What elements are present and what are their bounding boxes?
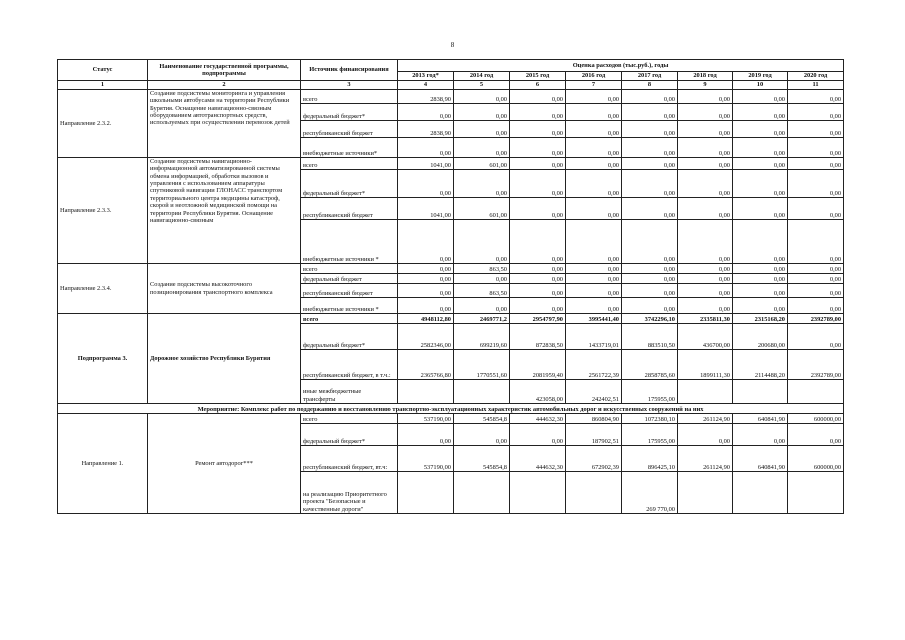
amount-cell: 2469771,2 — [454, 314, 510, 324]
amount-cell: 0,00 — [733, 424, 788, 446]
amount-cell: 2838,90 — [398, 90, 454, 104]
amount-cell: 0,00 — [566, 170, 622, 198]
amount-cell: 269 770,00 — [622, 472, 678, 514]
funding-source: федеральный бюджет* — [301, 170, 398, 198]
amount-cell: 0,00 — [733, 121, 788, 138]
amount-cell: 2081959,40 — [510, 350, 566, 380]
funding-source: республиканский бюджет, в т.ч.: — [301, 350, 398, 380]
funding-source: всего — [301, 158, 398, 170]
amount-cell: 0,00 — [398, 138, 454, 158]
amount-cell: 0,00 — [788, 424, 844, 446]
amount-cell: 0,00 — [566, 264, 622, 274]
amount-cell: 2838,90 — [398, 121, 454, 138]
amount-cell: 0,00 — [398, 264, 454, 274]
amount-cell: 640841,90 — [733, 414, 788, 424]
amount-cell: 2858785,60 — [622, 350, 678, 380]
amount-cell: 1770551,60 — [454, 350, 510, 380]
amount-cell — [454, 472, 510, 514]
amount-cell: 2392789,00 — [788, 314, 844, 324]
amount-cell — [678, 380, 733, 404]
amount-cell: 672902,39 — [566, 446, 622, 472]
amount-cell: 0,00 — [678, 298, 733, 314]
amount-cell: 0,00 — [788, 298, 844, 314]
amount-cell: 0,00 — [398, 424, 454, 446]
amount-cell: 0,00 — [678, 138, 733, 158]
amount-cell: 699219,60 — [454, 324, 510, 350]
amount-cell: 0,00 — [678, 220, 733, 264]
amount-cell: 0,00 — [566, 138, 622, 158]
row-status: Направление 2.3.3. — [58, 158, 148, 264]
row-status: Направление 2.3.2. — [58, 90, 148, 158]
amount-cell: 444632,30 — [510, 414, 566, 424]
amount-cell: 242402,51 — [566, 380, 622, 404]
funding-source: всего — [301, 414, 398, 424]
amount-cell: 0,00 — [733, 298, 788, 314]
funding-source: республиканский бюджет, вт.ч: — [301, 446, 398, 472]
amount-cell: 0,00 — [454, 104, 510, 121]
header-source: Источник финансирования — [301, 60, 398, 81]
amount-cell: 0,00 — [733, 274, 788, 284]
header-year: 2015 год — [510, 72, 566, 81]
amount-cell: 0,00 — [788, 220, 844, 264]
amount-cell: 0,00 — [510, 170, 566, 198]
amount-cell: 2365766,80 — [398, 350, 454, 380]
amount-cell: 0,00 — [510, 121, 566, 138]
amount-cell: 0,00 — [454, 138, 510, 158]
amount-cell: 187902,51 — [566, 424, 622, 446]
amount-cell: 4948112,80 — [398, 314, 454, 324]
row-status: Направление 1. — [58, 414, 148, 514]
amount-cell: 0,00 — [622, 121, 678, 138]
amount-cell: 0,00 — [622, 90, 678, 104]
column-number: 5 — [454, 81, 510, 90]
row-status: Подпрограмма 3. — [58, 314, 148, 404]
amount-cell: 601,00 — [454, 198, 510, 220]
column-number: 2 — [148, 81, 301, 90]
column-number: 4 — [398, 81, 454, 90]
amount-cell: 0,00 — [510, 284, 566, 298]
amount-cell: 2954797,90 — [510, 314, 566, 324]
amount-cell: 0,00 — [678, 284, 733, 298]
header-year: 2017 год — [622, 72, 678, 81]
amount-cell: 0,00 — [510, 298, 566, 314]
header-year: 2018 год — [678, 72, 733, 81]
funding-source: всего — [301, 264, 398, 274]
amount-cell: 600000,00 — [788, 414, 844, 424]
amount-cell: 0,00 — [733, 90, 788, 104]
amount-cell: 423058,00 — [510, 380, 566, 404]
column-number: 8 — [622, 81, 678, 90]
amount-cell — [454, 380, 510, 404]
amount-cell: 0,00 — [678, 264, 733, 274]
amount-cell: 0,00 — [788, 170, 844, 198]
amount-cell: 0,00 — [788, 104, 844, 121]
amount-cell: 0,00 — [510, 90, 566, 104]
amount-cell: 2561722,39 — [566, 350, 622, 380]
amount-cell: 0,00 — [733, 158, 788, 170]
event-title: Мероприятие: Комплекс работ по поддержанию и восстановлению транспортно-эксплуатационных характеристик автомобильных дорог и искусственных сооружений на них — [58, 404, 844, 414]
amount-cell: 0,00 — [510, 104, 566, 121]
funding-source: республиканский бюджет — [301, 121, 398, 138]
amount-cell: 175955,00 — [622, 424, 678, 446]
amount-cell: 0,00 — [566, 220, 622, 264]
amount-cell: 1433719,01 — [566, 324, 622, 350]
amount-cell: 0,00 — [566, 90, 622, 104]
amount-cell — [398, 380, 454, 404]
column-number: 1 — [58, 81, 148, 90]
amount-cell: 0,00 — [566, 121, 622, 138]
amount-cell: 601,00 — [454, 158, 510, 170]
amount-cell — [788, 472, 844, 514]
amount-cell: 0,00 — [398, 220, 454, 264]
amount-cell: 0,00 — [788, 284, 844, 298]
amount-cell: 896425,10 — [622, 446, 678, 472]
table-row — [58, 314, 844, 324]
amount-cell: 0,00 — [678, 158, 733, 170]
row-name: Ремонт автодорог*** — [148, 414, 301, 514]
amount-cell — [733, 472, 788, 514]
amount-cell: 436700,00 — [678, 324, 733, 350]
amount-cell: 0,00 — [788, 138, 844, 158]
amount-cell: 0,00 — [398, 298, 454, 314]
row-name: Создание подсистемы высокоточного позиционирования транспортного комплекса — [148, 264, 301, 314]
funding-source: внебюджетные источники * — [301, 298, 398, 314]
row-name: Создание подсистемы навигационно-информационной автоматизированной системы обмена информацией, обработки вызовов и управления с использованием аппаратуры спутниковой навигации ГЛОНАСС транспортом территориального центра медицины катастроф, скорой и неотложной медицинской помощи на территории Республики Бурятия. Оснащение навигационно-связным — [148, 158, 301, 264]
amount-cell: 0,00 — [678, 198, 733, 220]
amount-cell: 0,00 — [678, 170, 733, 198]
table-row — [58, 414, 844, 424]
amount-cell: 1899111,30 — [678, 350, 733, 380]
amount-cell — [398, 472, 454, 514]
column-number: 9 — [678, 81, 733, 90]
amount-cell: 0,00 — [622, 170, 678, 198]
amount-cell: 2582346,00 — [398, 324, 454, 350]
amount-cell: 0,00 — [733, 170, 788, 198]
table-row — [58, 158, 844, 170]
amount-cell: 0,00 — [788, 158, 844, 170]
amount-cell: 3995441,40 — [566, 314, 622, 324]
amount-cell: 0,00 — [454, 274, 510, 284]
amount-cell: 0,00 — [566, 298, 622, 314]
amount-cell: 0,00 — [454, 298, 510, 314]
amount-cell: 0,00 — [678, 121, 733, 138]
amount-cell: 0,00 — [622, 158, 678, 170]
amount-cell: 0,00 — [566, 104, 622, 121]
amount-cell: 0,00 — [566, 274, 622, 284]
amount-cell: 0,00 — [510, 264, 566, 274]
amount-cell: 2315168,20 — [733, 314, 788, 324]
header-name: Наименование государственной программы, подпрограммы — [148, 60, 301, 81]
amount-cell: 0,00 — [733, 198, 788, 220]
amount-cell: 1072380,10 — [622, 414, 678, 424]
amount-cell: 2392789,00 — [788, 350, 844, 380]
header-year: 2019 год — [733, 72, 788, 81]
amount-cell: 0,00 — [733, 138, 788, 158]
amount-cell: 0,00 — [398, 170, 454, 198]
amount-cell: 0,00 — [733, 104, 788, 121]
amount-cell: 0,00 — [788, 198, 844, 220]
amount-cell: 883510,50 — [622, 324, 678, 350]
amount-cell — [678, 472, 733, 514]
column-number: 11 — [788, 81, 844, 90]
amount-cell: 0,00 — [566, 284, 622, 298]
column-number: 6 — [510, 81, 566, 90]
header-status: Статус — [58, 60, 148, 81]
header-year: 2014 год — [454, 72, 510, 81]
amount-cell — [733, 380, 788, 404]
amount-cell: 0,00 — [678, 424, 733, 446]
amount-cell: 0,00 — [733, 284, 788, 298]
amount-cell: 261124,90 — [678, 414, 733, 424]
amount-cell: 872838,50 — [510, 324, 566, 350]
amount-cell: 0,00 — [510, 198, 566, 220]
amount-cell: 863,50 — [454, 284, 510, 298]
amount-cell: 200680,00 — [733, 324, 788, 350]
row-status: Направление 2.3.4. — [58, 264, 148, 314]
column-number: 3 — [301, 81, 398, 90]
amount-cell: 0,00 — [678, 274, 733, 284]
amount-cell: 0,00 — [622, 220, 678, 264]
amount-cell — [788, 380, 844, 404]
amount-cell: 545854,8 — [454, 414, 510, 424]
amount-cell: 0,00 — [510, 424, 566, 446]
amount-cell: 0,00 — [678, 104, 733, 121]
amount-cell: 0,00 — [622, 264, 678, 274]
amount-cell: 0,00 — [678, 90, 733, 104]
amount-cell: 0,00 — [788, 90, 844, 104]
amount-cell: 261124,90 — [678, 446, 733, 472]
page-number: 8 — [450, 41, 455, 49]
event-row — [58, 404, 844, 414]
row-name: Создание подсистемы мониторинга и управления школьными автобусами на территории Республики Бурятия. Оснащение навигационно-связным оборудованием автотранспортных средств, используемых при осуществлении перевозок детей — [148, 90, 301, 158]
budget-table — [57, 59, 844, 514]
amount-cell: 3742296,10 — [622, 314, 678, 324]
column-number: 10 — [733, 81, 788, 90]
amount-cell: 0,00 — [454, 170, 510, 198]
funding-source: республиканский бюджет — [301, 284, 398, 298]
amount-cell: 0,00 — [788, 274, 844, 284]
funding-source: иные межбюджетные трансферты — [301, 380, 398, 404]
amount-cell: 545854,8 — [454, 446, 510, 472]
amount-cell: 0,00 — [788, 121, 844, 138]
amount-cell: 863,50 — [454, 264, 510, 274]
row-name: Дорожное хозяйство Республики Бурятия — [148, 314, 301, 404]
header-year: 2016 год — [566, 72, 622, 81]
funding-source: всего — [301, 90, 398, 104]
amount-cell: 0,00 — [566, 158, 622, 170]
header-year: 2020 год — [788, 72, 844, 81]
funding-source: федеральный бюджет* — [301, 424, 398, 446]
funding-source: федеральный бюджет* — [301, 324, 398, 350]
amount-cell: 537190,00 — [398, 446, 454, 472]
amount-cell: 0,00 — [510, 274, 566, 284]
amount-cell: 0,00 — [622, 298, 678, 314]
amount-cell — [566, 472, 622, 514]
amount-cell: 640841,90 — [733, 446, 788, 472]
amount-cell: 0,00 — [454, 220, 510, 264]
amount-cell: 444632,30 — [510, 446, 566, 472]
amount-cell: 0,00 — [622, 138, 678, 158]
amount-cell: 0,00 — [510, 138, 566, 158]
amount-cell: 0,00 — [398, 274, 454, 284]
amount-cell: 1041,00 — [398, 198, 454, 220]
amount-cell: 0,00 — [788, 324, 844, 350]
amount-cell: 600000,00 — [788, 446, 844, 472]
amount-cell: 0,00 — [788, 264, 844, 274]
funding-source: внебюджетные источники* — [301, 138, 398, 158]
table-row — [58, 264, 844, 274]
funding-source: внебюджетные источники * — [301, 220, 398, 264]
header-estimate: Оценка расходов (тыс.руб.), годы — [398, 60, 844, 72]
table-row — [58, 90, 844, 104]
amount-cell: 2335811,30 — [678, 314, 733, 324]
amount-cell: 0,00 — [622, 274, 678, 284]
header-year: 2013 год* — [398, 72, 454, 81]
amount-cell: 0,00 — [398, 284, 454, 298]
amount-cell: 0,00 — [454, 424, 510, 446]
amount-cell: 0,00 — [733, 264, 788, 274]
amount-cell: 1041,00 — [398, 158, 454, 170]
amount-cell: 0,00 — [733, 220, 788, 264]
column-number: 7 — [566, 81, 622, 90]
amount-cell: 175955,00 — [622, 380, 678, 404]
funding-source: республиканский бюджет — [301, 198, 398, 220]
amount-cell: 0,00 — [510, 220, 566, 264]
amount-cell: 0,00 — [398, 104, 454, 121]
amount-cell: 2114488,20 — [733, 350, 788, 380]
amount-cell: 0,00 — [454, 90, 510, 104]
amount-cell: 0,00 — [622, 284, 678, 298]
funding-source: федеральный бюджет* — [301, 104, 398, 121]
amount-cell: 860804,90 — [566, 414, 622, 424]
amount-cell: 0,00 — [566, 198, 622, 220]
funding-source: всего — [301, 314, 398, 324]
amount-cell: 0,00 — [622, 104, 678, 121]
amount-cell — [510, 472, 566, 514]
amount-cell: 0,00 — [622, 198, 678, 220]
amount-cell: 537190,00 — [398, 414, 454, 424]
amount-cell: 0,00 — [510, 158, 566, 170]
funding-source: на реализацию Приоритетного проекта "Безопасные и качественные дороги" — [301, 472, 398, 514]
funding-source: федеральный бюджет — [301, 274, 398, 284]
amount-cell: 0,00 — [454, 121, 510, 138]
